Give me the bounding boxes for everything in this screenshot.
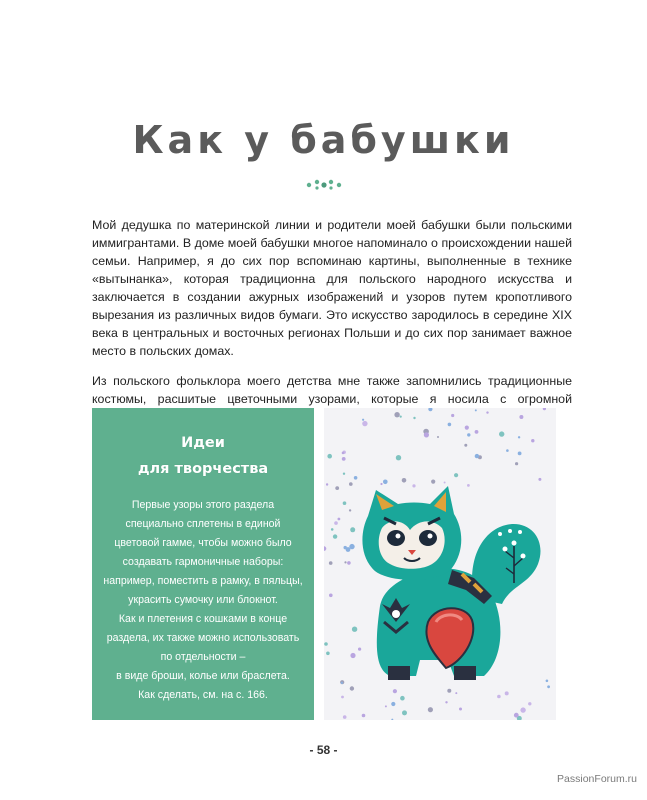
sequin-dot (358, 648, 361, 651)
sequin-dot (400, 696, 405, 701)
sequin-dot (454, 473, 458, 477)
sequin-dot (424, 432, 429, 437)
main-text (92, 216, 572, 438)
sequin-dot (342, 457, 346, 461)
sidebar-line: Как сделать, см. на с. 166. (138, 689, 268, 701)
sequin-dot (444, 482, 446, 484)
sequin-dot (326, 652, 330, 656)
sequin-dot (362, 714, 366, 718)
sequin-dot (546, 680, 549, 683)
sequin-dot (329, 594, 333, 598)
sequin-dot (326, 483, 328, 485)
sequin-dot (428, 707, 433, 712)
sequin-dot (465, 426, 469, 430)
sequin-dot (349, 482, 353, 486)
sequin-dot (341, 682, 343, 684)
paragraph-2: Из польского фольклора моего детства мне также запомнились традиционные костюмы, расшитые цветочными узорами, которые я носила с огромной (92, 374, 572, 406)
sequin-dot (475, 409, 477, 411)
sequin-dot (514, 713, 519, 718)
sequin-dot (528, 702, 531, 705)
sequin-dot (335, 486, 339, 490)
sequin-dot (350, 653, 355, 658)
sequin-dot (341, 696, 344, 699)
sequin-dot (506, 449, 509, 452)
sequin-dot (547, 685, 550, 688)
sequin-dot (327, 454, 332, 459)
sequin-dot (383, 480, 388, 485)
sequin-dot (350, 686, 354, 690)
sequin-dot (324, 642, 328, 646)
sequin-dot (380, 483, 382, 485)
sequin-dot (344, 561, 346, 563)
sequin-dot (437, 436, 439, 438)
sequin-dot (467, 433, 470, 436)
sidebar-heading-line2: для творчества (137, 461, 269, 477)
sequin-dot (393, 689, 397, 693)
sidebar-line: например, поместить в рамку, в пяльцы, (103, 575, 303, 587)
sequin-dot (499, 431, 504, 436)
sidebar-line: раздела, их также можно использовать (106, 632, 300, 644)
sequin-dot (334, 521, 338, 525)
sequin-dot (515, 462, 518, 465)
sequin-dot (347, 561, 351, 565)
sequin-dot (538, 478, 541, 481)
sequin-dot (519, 415, 523, 419)
sequin-dot (331, 528, 334, 531)
paragraph-1: Мой дедушка по материнской линии и родители моей бабушки были польскими иммигрантами. В доме моей бабушки многое напоминало о происхождении нашей семьи. Например, я до сих пор вспоминаю картины, выполненные в технике «вытынанка», которая традиционна для польского народного искусства и заключается в создании ажурных изображений и узоров путем кропотливого вырезания из различных видов бумаги. Это искусство зародилось в середине XIX века в центральных и восточных регионах Польши и до сих пор занимает важное место в польских домах. (92, 218, 572, 358)
beaded-cat-icon (324, 408, 556, 720)
sequin-dot (394, 412, 399, 417)
sequin-dot (486, 411, 488, 413)
sequin-dot (396, 455, 401, 460)
sequin-dot (464, 444, 467, 447)
sidebar-line: Первые узоры этого раздела (131, 499, 275, 511)
sidebar-heading-line1: Идеи (181, 435, 225, 451)
sequin-dot (431, 480, 435, 484)
watermark: PassionForum.ru (557, 773, 637, 785)
sequin-dot (362, 419, 364, 421)
sequin-dot (445, 701, 447, 703)
sidebar-line: создавать гармоничные наборы: (122, 556, 284, 568)
sequin-dot (455, 692, 457, 694)
sequin-dot (350, 527, 355, 532)
page-title: Как у бабушки (132, 118, 515, 162)
sequin-dot (402, 478, 407, 483)
sidebar-line: украсить сумочку или блокнот. (128, 594, 278, 606)
sequin-dot (402, 710, 407, 715)
sequin-dot (349, 509, 351, 511)
sequin-dot (385, 705, 387, 707)
sidebar-line: в виде броши, колье или браслета. (116, 670, 290, 682)
sequin-dot (400, 416, 402, 418)
sequin-dot (343, 501, 347, 505)
sequin-dot (505, 691, 509, 695)
sequin-dot (352, 627, 357, 632)
sequin-dot (447, 689, 451, 693)
sequin-dot (344, 546, 347, 549)
sequin-dot (391, 702, 395, 706)
sequin-dot (451, 414, 454, 417)
sequin-dot (531, 439, 534, 442)
beaded-cat-photo (324, 408, 556, 720)
sequin-dot (497, 695, 501, 699)
sidebar-text (102, 496, 304, 705)
sequin-dot (475, 430, 479, 434)
sequin-dot (338, 518, 341, 521)
sequin-dot (520, 707, 525, 712)
sequin-dot (459, 708, 462, 711)
sequin-dot (343, 473, 345, 475)
page-number: - 58 - (309, 743, 338, 757)
sequin-dot (354, 476, 358, 480)
sequin-dot (343, 715, 347, 719)
ideas-sidebar (92, 408, 314, 720)
sequin-dot (467, 484, 470, 487)
sidebar-line: специально сплетены в единой (125, 518, 281, 530)
sidebar-line: Как и плетения с кошками в конце (118, 613, 288, 625)
dots-ornament-icon (303, 178, 345, 190)
sequin-dot (342, 452, 345, 455)
sequin-dot (475, 454, 479, 458)
sidebar-line: цветовой гамме, чтобы можно было (114, 537, 292, 549)
sequin-dot (362, 421, 367, 426)
sidebar-heading (92, 430, 314, 482)
sequin-dot (413, 417, 415, 419)
sequin-dot (518, 452, 522, 456)
sequin-dot (412, 484, 415, 487)
sidebar-line: по отдельности – (160, 651, 246, 663)
sequin-dot (518, 436, 520, 438)
sequin-dot (329, 561, 333, 565)
sequin-dot (448, 423, 452, 427)
sequin-dot (333, 534, 337, 538)
